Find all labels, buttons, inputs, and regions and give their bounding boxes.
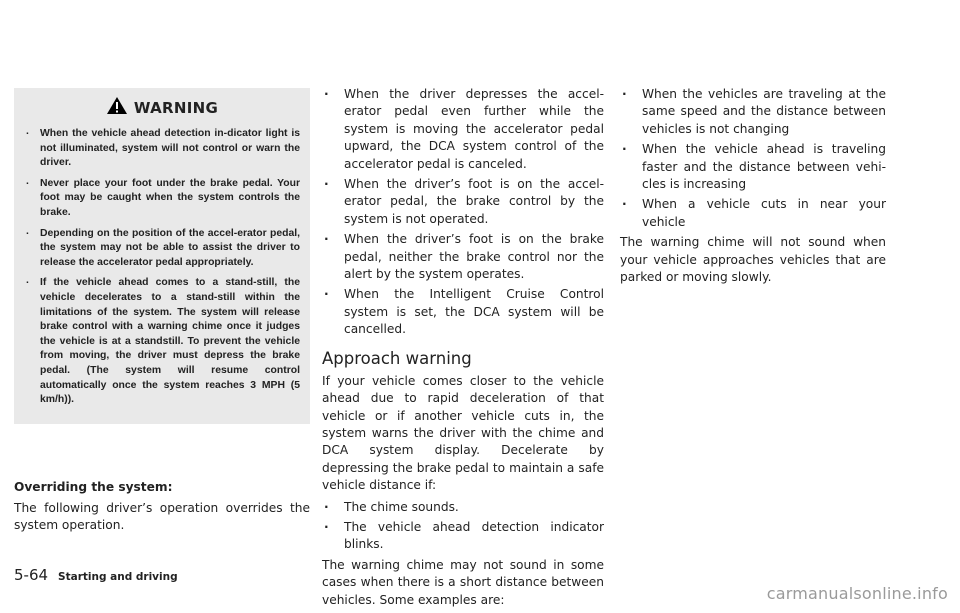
examples-note: The warning chime will not sound when your vehicle approaches vehicles that are parked or moving slowly. [620, 235, 886, 285]
list-item: . When the vehicles are traveling at the same speed and the distance between vehicles is not changing [620, 86, 886, 138]
page-footer [14, 566, 178, 584]
warning-header [24, 96, 300, 119]
approach-heading: Approach warning [322, 348, 472, 368]
overriding-intro: The following driver’s operation overrides the system operation. [14, 501, 310, 533]
warning-item: . Never place your foot under the brake pedal. Your foot may be caught when the system controls the brake. [24, 177, 300, 221]
warning-box [14, 88, 310, 424]
list-item: . The chime sounds. [322, 499, 604, 516]
list-item: . When the Intelligent Cruise Control system is set, the DCA system will be cancelled. [322, 286, 604, 338]
list-item: . When a vehicle cuts in near your vehicle [620, 196, 886, 231]
overriding-heading: Overriding the system: [14, 480, 173, 494]
page-number: 5-64 [14, 566, 49, 584]
column-right [620, 86, 886, 290]
list-item: . When the driver depresses the accel-erator pedal even further while the system is moving the accelerator pedal upward, the DCA system control of the accelerator pedal is canceled. [322, 86, 604, 173]
warning-title: WARNING [133, 98, 219, 117]
list-item: . When the vehicle ahead is traveling faster and the distance between vehi-cles is increasing [620, 141, 886, 193]
list-item: . The vehicle ahead detection indicator blinks. [322, 519, 604, 554]
list-item: . When the driver’s foot is on the accel-erator pedal, the brake control by the system is not operated. [322, 176, 604, 228]
approach-list [322, 499, 604, 554]
section-name: Starting and driving [58, 571, 178, 583]
approach-note: The warning chime may not sound in some cases when there is a short distance between vehicles. Some examples are: [322, 557, 604, 607]
watermark: carmanualsonline.info [766, 584, 948, 603]
approach-intro: If your vehicle comes closer to the vehicle ahead due to rapid deceleration of that vehicle or if another vehicle cuts in, the system warns the driver with the chime and DCA system display. Decelerate by depressing the brake pedal to maintain a safe vehicle distance if: [322, 373, 604, 493]
warning-list [24, 127, 300, 408]
warning-item: . If the vehicle ahead comes to a stand-still, the vehicle decelerates to a stand-still within the limitations of the system. The system will release brake control with a warning chime once it judges the vehicle is at a standstill. To prevent the vehicle from moving, the driver must depress the brake pedal. (The system will resume control automatically once the system reaches 3 MPH (5 km/h)). [24, 276, 300, 407]
warning-item: . Depending on the position of the accel-erator pedal, the system may not be able to assist the driver to release the accelerator pedal appropriately. [24, 227, 300, 271]
list-item: . When the driver’s foot is on the brake pedal, neither the brake control nor the alert by the system operates. [322, 231, 604, 283]
warning-item: . When the vehicle ahead detection in-dicator light is not illuminated, system will not control or warn the driver. [24, 127, 300, 171]
overriding-list [322, 86, 604, 339]
warning-triangle-icon [106, 96, 128, 119]
column-middle [322, 86, 604, 613]
examples-list [620, 86, 886, 231]
